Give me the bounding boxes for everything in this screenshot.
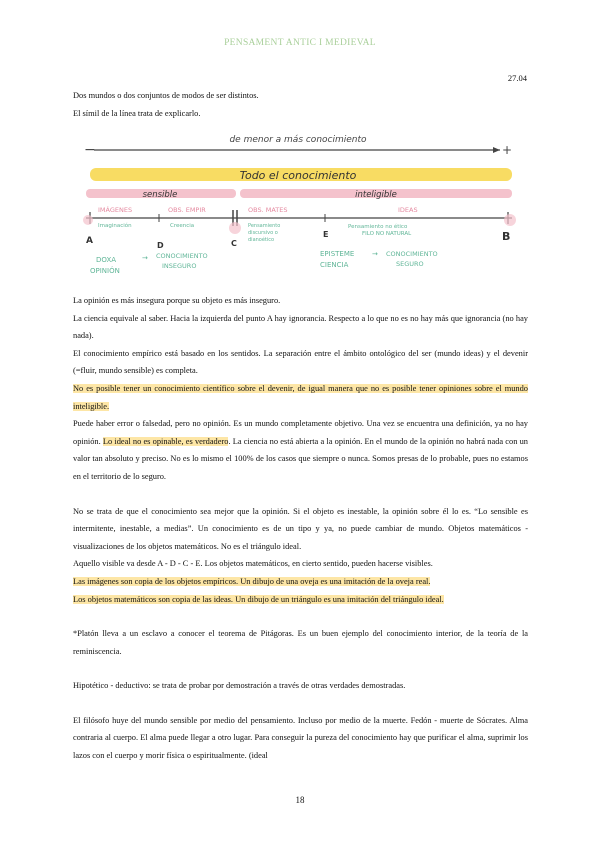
- paragraph-2: La ciencia equivale al saber. Hacia la izquierda del punto A hay ignorancia. Respecto a lo que no es no hay más que ignorancia (no hay nada).: [73, 313, 528, 341]
- ideas-label: IDEAS: [398, 206, 418, 214]
- paragraph-9: [73, 591, 528, 609]
- paragraph-3: El conocimiento empírico está basado en los sentidos. La separación entre el ámbito ontológico del ser (mundo ideas) y el devenir (=fluir, mundo sensible) es completa.: [73, 348, 528, 376]
- top-arrow-label: de menor a más conocimiento: [229, 135, 367, 145]
- arrow-doxa: →: [142, 254, 148, 262]
- paragraph-8: [73, 573, 528, 591]
- paragraph-6: No se trata de que el conocimiento sea mejor que la opinión. Si el objeto es inestable, la opinión sobre él lo es. “Lo sensible es intermitente, inestable, a medias”. Un conocimiento es de un tipo y ya, no puede cambiar de mundo. Objetos matemáticos - visualizaciones de los objetos matemáticos. No es el triángulo ideal.: [73, 506, 528, 551]
- paragraph-7: Aquello visible va desde A - D - C - E. Los objetos matemáticos, en cierto sentido, pueden hacerse visibles.: [73, 559, 433, 569]
- imaginacion-label: Imaginación: [98, 223, 132, 229]
- paragraph-1: La opinión es más insegura porque su objeto es más inseguro.: [73, 296, 281, 305]
- letter-e: E: [323, 230, 329, 239]
- opinion-label: OPINIÓN: [90, 267, 120, 275]
- creencia-label: Creencia: [170, 223, 195, 229]
- highlight-5: Lo ideal no es opinable, es verdadero: [102, 436, 229, 446]
- pensamiento-label-1: Pensamiento: [248, 223, 281, 229]
- conocimiento-inseguro-2: INSEGURO: [162, 262, 197, 270]
- date: 27.04: [507, 73, 527, 83]
- letter-c: C: [231, 239, 237, 248]
- ciencia-label: CIENCIA: [320, 261, 349, 269]
- paragraph-4: [73, 380, 528, 415]
- intro-line-2: El símil de la línea trata de explicarlo.: [73, 108, 201, 118]
- top-arrowhead: [493, 147, 500, 153]
- minus-sign: −: [84, 142, 96, 158]
- running-header: PENSAMENT ANTIC I MEDIEVAL: [224, 38, 376, 48]
- imagenes-label: IMÁGENES: [98, 206, 133, 214]
- plus-sign: +: [502, 143, 513, 157]
- paragraph-5-end: . La ciencia no está abierta a la opinión. En el mundo de la opinión no habrá nada con un valor tan absoluto y preciso. No es lo mismo el 100% de los casos que siempre o nunca. Somos presas de lo probable, pues no estamos en el territorio de lo seguro.: [73, 436, 528, 481]
- conocimiento-seguro-1: CONOCIMIENTO: [386, 250, 438, 258]
- page-number: 18: [295, 795, 305, 805]
- doxa-label: DOXA: [96, 256, 117, 264]
- sensible-label: sensible: [142, 190, 178, 200]
- point-c-highlight: [229, 222, 241, 234]
- point-a-highlight: [83, 215, 93, 225]
- pensamiento-label-3: dianoético: [248, 237, 275, 243]
- intro-line-1: Dos mundos o dos conjuntos de modos de ser distintos.: [73, 91, 259, 100]
- divided-line-diagram: [80, 128, 520, 278]
- obs-mates-label: OBS. MATES: [248, 206, 288, 214]
- intro: [73, 87, 528, 122]
- letter-a: A: [86, 236, 93, 246]
- main-text: [73, 292, 528, 765]
- paragraph-5: [73, 415, 528, 485]
- conocimiento-inseguro-1: CONOCIMIENTO: [156, 252, 208, 260]
- paragraph-5-start: Puede haber error o falsedad, pero no opinión. Es un mundo completamente objetivo. Una vez se encuentra una definición, ya no hay opinión.: [73, 419, 528, 446]
- conocimiento-seguro-2: SEGURO: [396, 260, 424, 268]
- letter-d: D: [157, 241, 164, 250]
- pensamiento-label-2: discursivo o: [248, 230, 278, 236]
- episteme-label: EPISTEME: [320, 250, 355, 258]
- paragraph-10: *Platón lleva a un esclavo a conocer el teorema de Pitágoras. Es un buen ejemplo del conocimiento interior, de la teoría de la reminiscencia.: [73, 629, 528, 656]
- highlight-4: No es posible tener un conocimiento científico sobre el devenir, de igual manera que no es posible tener opiniones sobre el mundo inteligible.: [73, 383, 528, 411]
- highlight-9: Los objetos matemáticos son copia de las ideas. Un dibujo de un triángulo es una imitación del triángulo ideal.: [73, 594, 444, 604]
- pensamiento-etico-2: FILO NO NATURAL: [362, 231, 412, 237]
- point-b-highlight: [504, 214, 516, 226]
- highlight-8: Las imágenes son copia de los objetos empíricos. Un dibujo de una oveja es una imitación de la oveja real.: [73, 576, 431, 586]
- obs-empir-label: OBS. EMPIR: [168, 206, 206, 214]
- banner-label: Todo el conocimiento: [239, 169, 357, 182]
- inteligible-label: inteligible: [355, 190, 397, 200]
- letter-b: B: [502, 230, 511, 243]
- paragraph-11: Hipotético - deductivo: se trata de probar por demostración a través de otras verdades demostradas.: [73, 681, 406, 691]
- arrow-episteme: →: [372, 250, 378, 258]
- paragraph-12: El filósofo huye del mundo sensible por medio del pensamiento. Incluso por medio de la muerte. Fedón - muerte de Sócrates. Alma contraria al cuerpo. El alma puede llegar a otro lugar. Para conseguir la pureza del conocimiento hay que purificar el alma, suprimir los lazos con el cuerpo y morir física o espiritualmente. (ideal: [73, 715, 528, 761]
- pensamiento-etico-1: Pensamiento no ético: [348, 224, 408, 230]
